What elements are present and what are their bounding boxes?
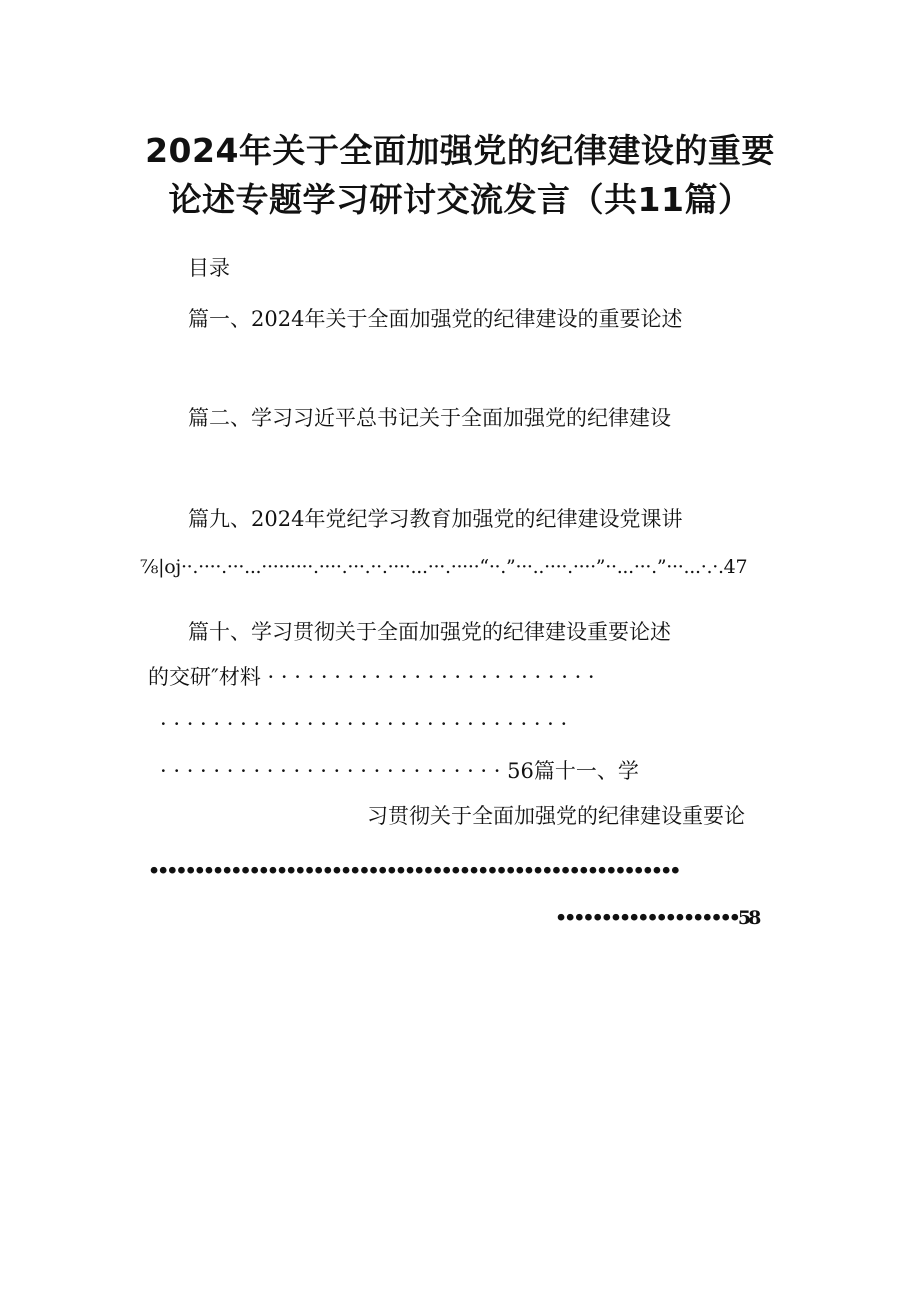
- document-title-line-2: 论述专题学习研讨交流发言（共11篇）: [168, 180, 752, 219]
- toc-entry-11-continuation: 习贯彻关于全面加强党的纪律建设重要论: [367, 804, 745, 828]
- toc-entry-2: 篇二、学习习近平总书记关于全面加强党的纪律建设: [188, 406, 671, 430]
- toc-entry-9-leader: ⅞|oj··.····.···...·········.····.···.··.····...···.·····“··.”···..····.····”··...···.”···...·.·.47: [140, 556, 748, 578]
- toc-entry-10-continuation: 的交研″材料 · · · · · · · · · · · · · · · · · · · · · · · · ·: [148, 665, 595, 689]
- toc-entry-10-page-and-11-start: · · · · · · · · · · · · · · · · · · · · · · · · · · 56篇十一、学: [160, 759, 639, 783]
- toc-entry-11-page: ••••••••••••••••••••58: [555, 907, 759, 929]
- toc-entry-9: 篇九、2024年党纪学习教育加强党的纪律建设党课讲: [188, 507, 683, 531]
- toc-dot-leader-row: · · · · · · · · · · · · · · · · · · · · · · · · · · · · · · ·: [160, 712, 568, 736]
- document-title-line-1: 2024年关于全面加强党的纪律建设的重要: [145, 131, 775, 170]
- toc-entry-10: 篇十、学习贯彻关于全面加强党的纪律建设重要论述: [188, 620, 671, 644]
- toc-heading: 目录: [188, 256, 230, 280]
- toc-bold-dot-leader-row: ••••••••••••••••••••••••••••••••••••••••••••••••••••••••••: [148, 860, 679, 882]
- toc-entry-1: 篇一、2024年关于全面加强党的纪律建设的重要论述: [188, 307, 683, 331]
